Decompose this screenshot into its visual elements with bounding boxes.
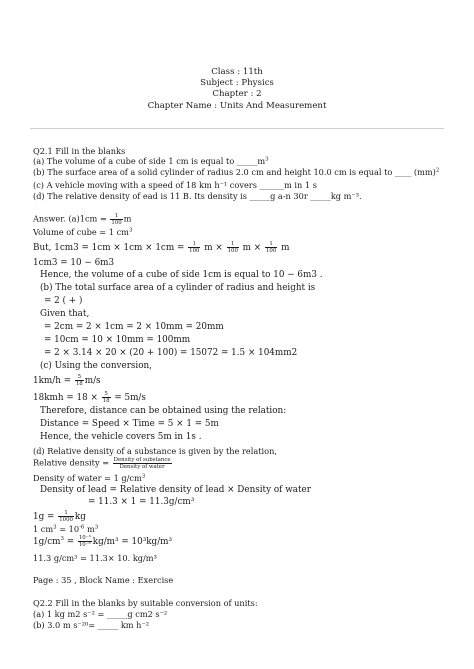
answer-line-13: 1km/h = $\frac{5}{18}$ m/s: [33, 374, 101, 387]
chapter-name-label: Chapter Name : Units And Measurement: [147, 100, 327, 111]
answer-line-20: Density of water = 1 $g/cm^3$: [33, 473, 146, 483]
answer-line-17: Hence, the vehicle covers 5m in 1s .: [40, 432, 202, 442]
fraction: $\frac{\text{10⁻³}}{\text{10⁻⁶}}$: [78, 535, 91, 548]
question-2-1-d: (d) The relative density of ead is 11 B. Its density is _____g a-n 30r _____kg m⁻³.: [33, 191, 362, 201]
answer-line-6: (b) The total surface area of a cylinder of radius and height is: [40, 283, 316, 293]
document-header: [0, 67, 474, 112]
answer-line-3: But, 1cm3 = 1cm × 1cm × 1cm = $\frac{1}{100}$ m × $\frac{1}{100}$ m × $\frac{1}{100}$ m: [33, 241, 290, 254]
class-label: Class : 11th: [211, 67, 263, 77]
answer-line-18: (d) Relative density of a substance is given by the relation,: [33, 446, 277, 456]
answer-line-1: Answer. (a)1cm = $\frac{1}{100}$ m: [33, 213, 132, 226]
answer-line-24: 1 $cm^3 = 10^{-6}$ $m^3$: [33, 524, 99, 534]
answer-line-21: Density of lead = Relative density of lead × Density of water: [40, 485, 311, 495]
fraction: $\frac{1}{100}$: [265, 241, 277, 254]
answer-line-25: $1g/cm^3$ = $\frac{\text{10⁻³}}{\text{10⁻⁶}}$ kg/m³ = 10³kg/m³: [33, 535, 173, 548]
fraction: $\frac{1}{1000}$: [59, 510, 73, 523]
question-2-2-title: Q2.2 Fill in the blanks by suitable conversion of units:: [33, 598, 258, 608]
answer-line-19: Relative density = $\frac{\text{Density of substance}}{\text{Density of water}}$: [33, 457, 171, 470]
answer-line-10: = 10cm = 10 × 10mm = 100mm: [44, 335, 191, 345]
answer-line-15: Therefore, distance can be obtained using the relation:: [40, 406, 287, 416]
subject-label: Subject : Physics: [200, 78, 274, 89]
answer-line-23: 1g = $\frac{1}{1000}$ kg: [33, 510, 86, 523]
answer-line-7: = 2 ( + ): [44, 296, 83, 306]
question-2-2-b: (b) 3.0 m s⁻²⁰= _____ km h⁻²: [33, 620, 150, 630]
answer-line-12: (c) Using the conversion,: [40, 361, 152, 371]
answer-line-8: Given that,: [40, 309, 90, 319]
question-2-1-b: (b) The surface area of a solid cylinder of radius 2.0 cm and height 10.0 cm is equal to ____ (mm)$^2$: [33, 167, 440, 177]
chapter-label: Chapter : 2: [212, 89, 262, 100]
answer-line-4: 1cm3 = 10 − 6m3: [33, 258, 115, 268]
fraction: $\frac{\text{Density of substance}}{\text{Density of water}}$: [113, 457, 171, 470]
answer-line-11: = 2 × 3.14 × 20 × (20 + 100) = 15072 = 1.5 × 104mm2: [44, 348, 298, 358]
answer-line-5: Hence, the volume of a cube of side 1cm is equal to 10 − 6m3 .: [40, 270, 323, 280]
question-2-1-a: (a) The volume of a cube of side 1 cm is equal to $\_\_\_\_\_m^3$: [33, 156, 269, 166]
question-2-1-c: (c) A vehicle moving with a speed of 18 km h⁻¹ covers ______m in 1 s: [33, 180, 317, 190]
answer-line-2: Volume of cube = 1 $cm^3$: [33, 227, 133, 237]
fraction: $\frac{1}{100}$: [111, 213, 122, 226]
answer-line-9: = 2cm = 2 × 1cm = 2 × 10mm = 20mm: [44, 322, 224, 332]
answer-line-16: Distance = Speed × Time = 5 × 1 = 5m: [40, 419, 219, 429]
page-block-label: Page : 35 , Block Name : Exercise: [33, 575, 174, 585]
answer-line-26: 11.3 g/cm³ = 11.3× 10. kg/m³: [33, 553, 157, 563]
question-2-2-a: (a) 1 kg m2 s⁻² = _____g cm2 s⁻²: [33, 609, 168, 619]
header-divider: [30, 128, 444, 129]
fraction: $\frac{5}{18}$: [102, 391, 110, 404]
answer-line-22: = 11.3 × 1 = 11.3g/cm³: [88, 497, 195, 507]
answer-line-14: 18kmh = 18 × $\frac{5}{18}$ = 5m/s: [33, 391, 146, 404]
question-2-1-title: Q2.1 Fill in the blanks: [33, 146, 126, 156]
fraction: $\frac{5}{18}$: [75, 374, 83, 387]
fraction: $\frac{1}{100}$: [227, 241, 238, 254]
fraction: $\frac{1}{100}$: [189, 241, 200, 254]
